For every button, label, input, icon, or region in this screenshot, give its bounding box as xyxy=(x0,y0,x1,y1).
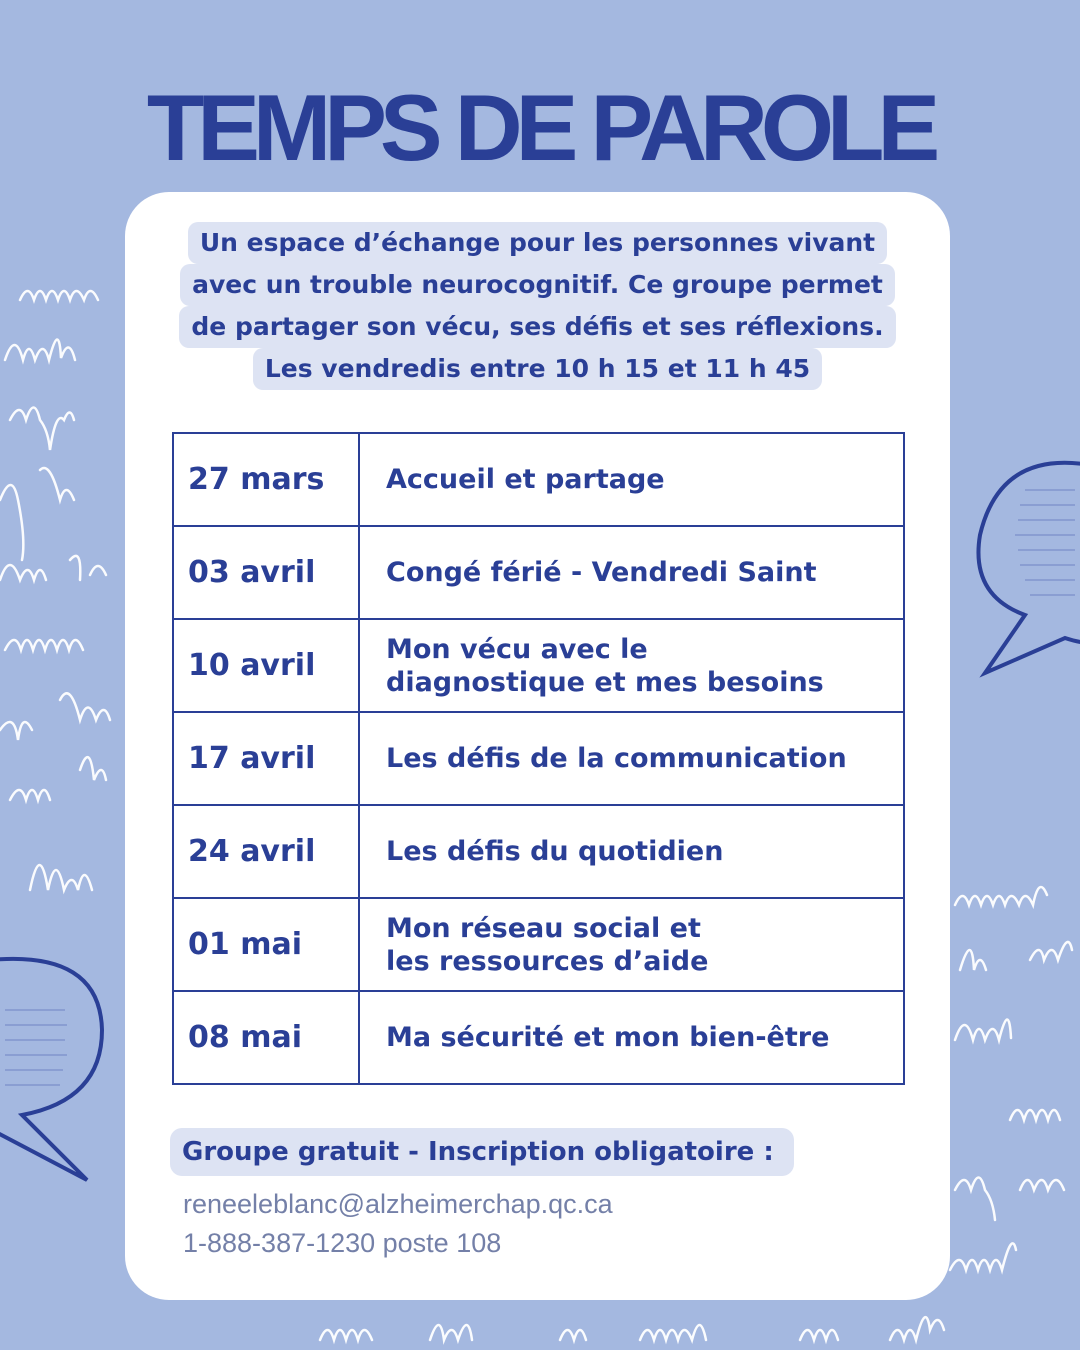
session-topic: Mon vécu avec le diagnostique et mes besoins xyxy=(359,619,904,712)
intro-line: Un espace d’échange pour les personnes vivant xyxy=(188,222,887,264)
session-topic: Congé férié - Vendredi Saint xyxy=(359,526,904,619)
content-card xyxy=(125,192,950,1300)
table-row xyxy=(173,526,904,619)
page-title: TEMPS DE PAROLE xyxy=(146,75,934,180)
table-row xyxy=(173,433,904,526)
session-topic: Les défis du quotidien xyxy=(359,805,904,898)
session-topic: Les défis de la communication xyxy=(359,712,904,805)
session-topic: Ma sécurité et mon bien-être xyxy=(359,991,904,1084)
table-row xyxy=(173,619,904,712)
session-date: 01 mai xyxy=(173,898,359,991)
table-row xyxy=(173,805,904,898)
session-date: 10 avril xyxy=(173,619,359,712)
speech-bubble-icon xyxy=(978,463,1080,673)
intro-text xyxy=(125,222,950,390)
signup-label: Groupe gratuit - Inscription obligatoire : xyxy=(170,1128,794,1176)
schedule-table xyxy=(172,432,905,1085)
table-row xyxy=(173,898,904,991)
table-row xyxy=(173,712,904,805)
session-date: 17 avril xyxy=(173,712,359,805)
session-date: 03 avril xyxy=(173,526,359,619)
session-date: 08 mai xyxy=(173,991,359,1084)
contact-email[interactable]: reneeleblanc@alzheimerchap.qc.ca xyxy=(183,1189,613,1219)
speech-bubble-icon xyxy=(0,959,102,1180)
intro-schedule-time: Les vendredis entre 10 h 15 et 11 h 45 xyxy=(253,348,822,390)
session-topic: Mon réseau social et les ressources d’aide xyxy=(359,898,904,991)
contact-phone[interactable]: 1-888-387-1230 poste 108 xyxy=(183,1228,502,1258)
table-row xyxy=(173,991,904,1084)
intro-line: de partager son vécu, ses défis et ses réflexions. xyxy=(179,306,895,348)
session-date: 27 mars xyxy=(173,433,359,526)
session-topic: Accueil et partage xyxy=(359,433,904,526)
session-date: 24 avril xyxy=(173,805,359,898)
intro-line: avec un trouble neurocognitif. Ce groupe permet xyxy=(180,264,895,306)
